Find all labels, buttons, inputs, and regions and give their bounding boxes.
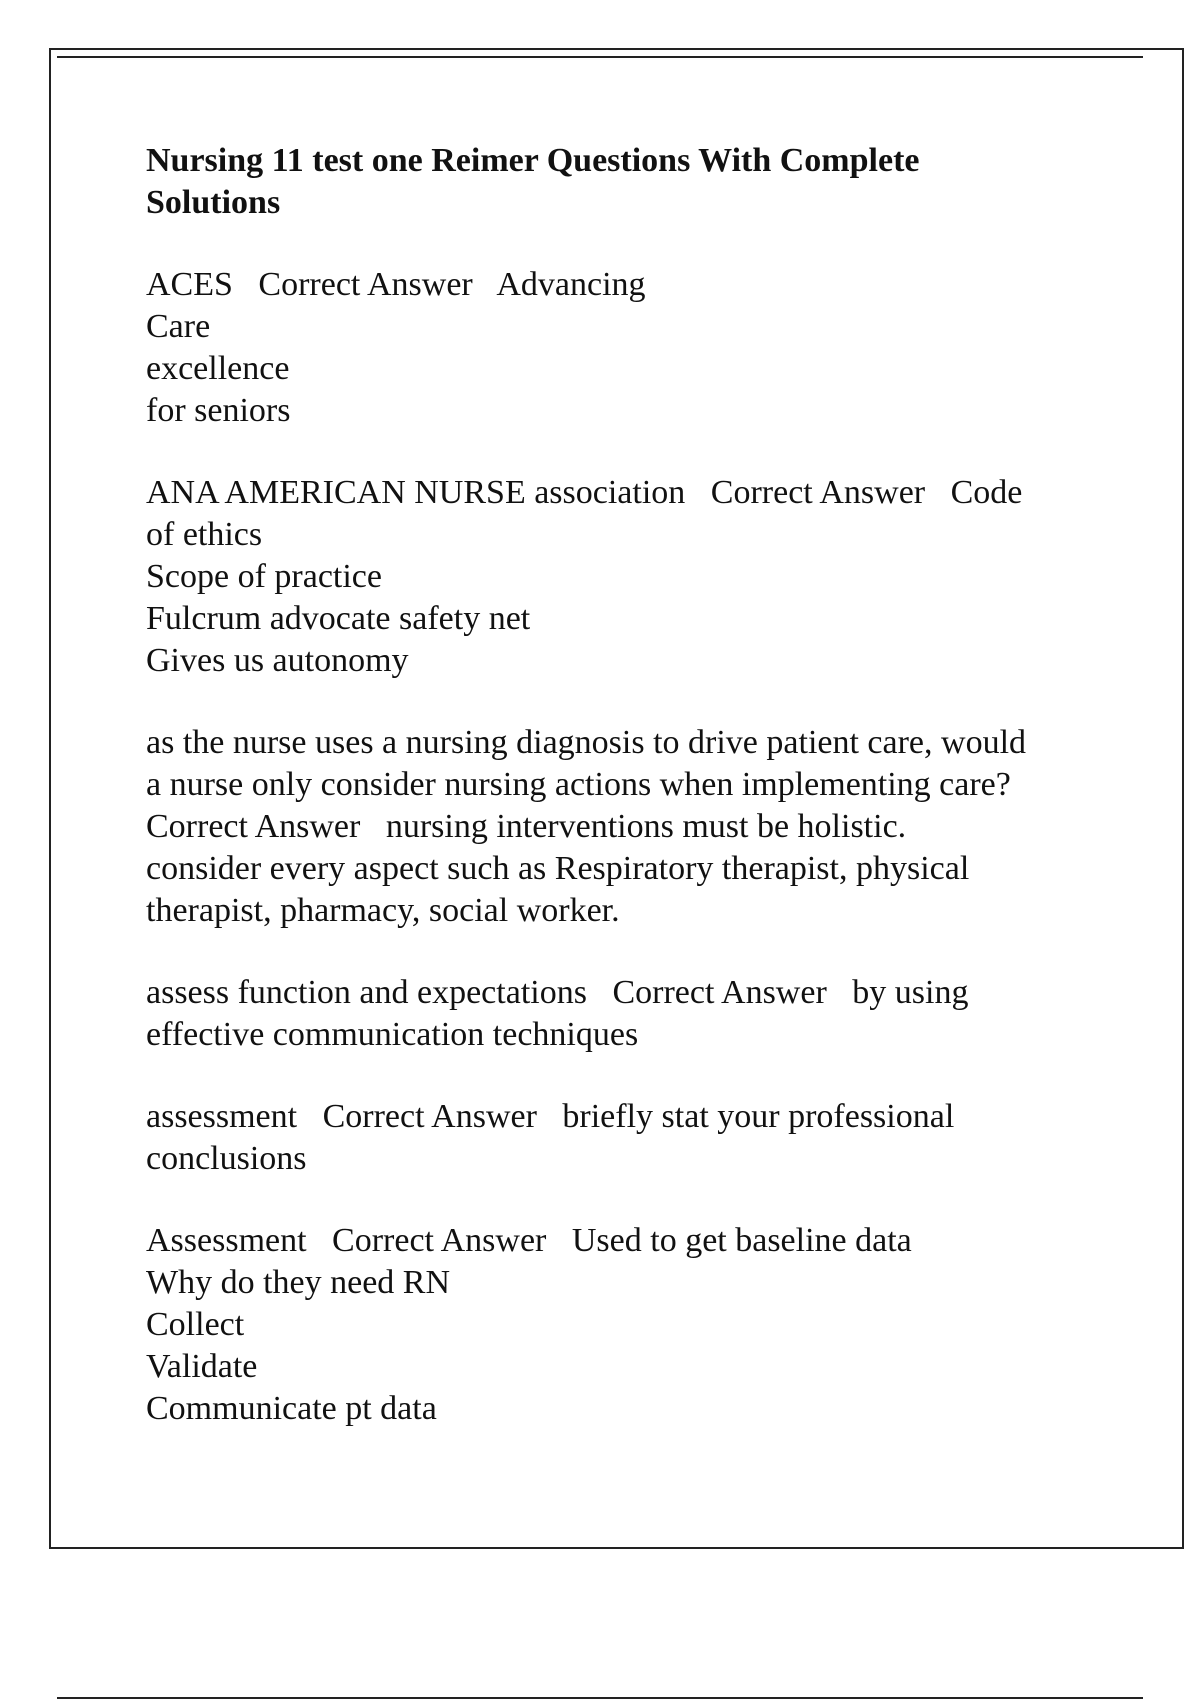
entry-line: a nurse only consider nursing actions when implementing care? — [146, 766, 1011, 803]
entry-line: Why do they need RN — [146, 1264, 451, 1301]
qa-entry-aces — [146, 264, 1126, 432]
qa-entry-ana — [146, 472, 1126, 682]
document-title — [146, 140, 1126, 224]
entry-line: Gives us autonomy — [146, 642, 409, 679]
entry-line: Care — [146, 308, 211, 345]
qa-entry-assessment — [146, 1096, 1126, 1180]
document-body — [146, 140, 1126, 1470]
entry-line: Collect — [146, 1306, 245, 1343]
entry-line: for seniors — [146, 392, 291, 429]
entry-line: Scope of practice — [146, 558, 382, 595]
entry-line: conclusions — [146, 1140, 307, 1177]
entry-line: as the nurse uses a nursing diagnosis to drive patient care, would — [146, 724, 1027, 761]
title-line: Solutions — [146, 184, 281, 221]
entry-line: excellence — [146, 350, 290, 387]
entry-line: consider every aspect such as Respiratory therapist, physical — [146, 850, 970, 887]
entry-line: Fulcrum advocate safety net — [146, 600, 531, 637]
entry-line: assess function and expectations Correct Answer by using — [146, 974, 969, 1011]
entry-line: Correct Answer nursing interventions must be holistic. — [146, 808, 907, 845]
footer-rule — [57, 1697, 1143, 1699]
entry-line: Validate — [146, 1348, 258, 1385]
header-rule — [57, 56, 1143, 58]
title-line: Nursing 11 test one Reimer Questions With Complete — [146, 142, 920, 179]
qa-entry-nursing-diagnosis — [146, 722, 1126, 932]
entry-line: Assessment Correct Answer Used to get baseline data — [146, 1222, 912, 1259]
qa-entry-assess-function — [146, 972, 1126, 1056]
entry-line: ACES Correct Answer Advancing — [146, 266, 646, 303]
entry-line: effective communication techniques — [146, 1016, 639, 1053]
entry-line: assessment Correct Answer briefly stat your professional — [146, 1098, 955, 1135]
entry-line: therapist, pharmacy, social worker. — [146, 892, 620, 929]
qa-entry-assessment-baseline — [146, 1220, 1126, 1430]
entry-line: Communicate pt data — [146, 1390, 437, 1427]
entry-line: of ethics — [146, 516, 263, 553]
entry-line: ANA AMERICAN NURSE association Correct Answer Code — [146, 474, 1023, 511]
